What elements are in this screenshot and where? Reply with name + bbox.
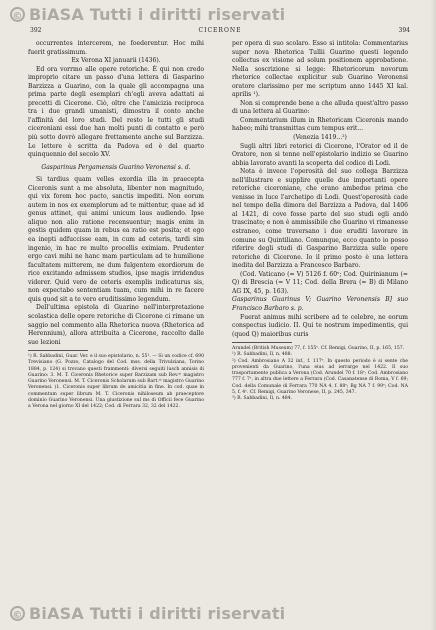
footnote: ¹) R. Sabbadini, Il, n. 488.	[232, 352, 293, 358]
page-edge-shadow	[430, 0, 436, 630]
quotation: Commentarium illum in Rhetoricam Ciceronis mando habeo; mihi transmittas cum tempus erit...	[232, 116, 408, 133]
paragraph: Non si comprende bene a che alluda quest'altro passo di una lettera al Guarino:	[232, 99, 408, 116]
paragraph: Dell'ultima epistola di Guarino nell'interpretazione scolastica delle opere retoriche di Cicerone ci rimane un saggio nel commento alla Rhetorica nuova (Rhetorica ad Herennium), allora attribuita a Cicerone, raccolto dalle sue lezioni	[28, 304, 204, 346]
watermark-text: BiASA Tutti i diritti riservati	[29, 603, 286, 623]
right-page-number: 394	[398, 27, 410, 34]
paragraph: per opera di suo scolaro. Esso si intitola: Commentarius super nova Rhetorica Tullii Guarino questi legendo collectus ex visione ad solum positionem approbatione. Nella soscrizione si legge: Rhetoricorum novorum rhetorice collectae explicitur sub Guarino Veronensi oratore clarissimo per me scriptum anno 1445 XI kal. aprilis ¹).	[232, 40, 408, 99]
paragraph: occurrentes intercerem, ne foederentur. Hoc mihi fuerit gratissimum.	[28, 40, 204, 56]
copyright-icon: ©	[10, 606, 25, 621]
right-column	[232, 40, 408, 402]
running-head	[30, 27, 410, 37]
watermark-top	[10, 4, 285, 24]
copyright-icon: ©	[10, 7, 25, 22]
footnote: ³) R. Sabbadini, Il, n. 484.	[232, 396, 293, 402]
paragraph: Sugli altri libri retorici di Cicerone, l'Orator ed il de Oratore, non si tenne nell'epistolario indizio se Guarino abbia lavorato avanti la scoperta del codice di Lodi.	[232, 142, 408, 167]
footnote: Arundel (British Museum) 77, f. 155ᵛ. Cf. Remigi, Guarino, II, p. 165, 157.	[232, 346, 405, 352]
watermark-text: BiASA Tutti i diritti riservati	[29, 4, 286, 24]
paragraph: Si tardius quam velles exordia illa in praecepta Ciceronis sunt a me absoluta, libenter non magnitudo, qui vix forem hoc pacto, sanctis impediti. Non eorum autem in nos ex exemplorum ad te mittentur, quae ad id genus attinet, qui animi unicum laus audiendo. Ipse aliquo non alio ratione recensuentur; magis enim in gestis quidem quam in rebus ea ratio est posita; et ego ea inepti adfuccisse eam, in cum ad ceteris, tardi sim ingenio, in hac re multo procellis eximiam. Prudenter ergo cavi mihi ne hanc mam particulam ad te humilione facultatem mitterem, ne dum fulgentem exordiorum de rice excitando admissem studios, ipse magis irridendus viderer. Quid vero de ceteris exemplis indicaturus sis, non expectabo sententiam tuam, cum mihi in re facere quis quod sit a te vero eruditissimo legendum.	[28, 176, 204, 303]
left-page-number: 392	[30, 27, 42, 34]
footnote: ²) Cod. Ambrosiano A 32 inf., f. 117ᵛ. In questo periodo è si sente che provenienti da Guarino, l'una eius ad ierrarge nel 1422. Il suo trasportamento publica a Verona (Cod. Arundel 70 f. 18ᵛ; Cod. Ambrosiano 777 f. 7ᵛ, in altra due lettere a Ferrara (Cod. Casanatense di Roma, V f. 69; Cod. della Comunale di Ferrara 770 NA 4, f. 88ᵛ; Bg NA 7 f. 99ᵛ; Cod. NA 5, f. 4ᵛ. Cf. Remigi, Guarino Veronese, II, p. 245, 347.	[232, 358, 408, 395]
manuscript-sigla: (Cod. Vaticano (= V) 5126 f. 60ᵛ; Cod. Quirinianum (= Q) di Brescia (= V 11; Cod. della Brera (= B) di Milano AG IX, 45, p. 163).	[232, 270, 408, 295]
watermark-bottom	[10, 603, 285, 623]
footnote-rule	[28, 350, 88, 351]
footnotes-right	[232, 346, 408, 402]
footnotes-left	[28, 354, 204, 410]
letter-heading: Gasparinus Pergamensis Guarino Veronensi s. d.	[41, 163, 191, 171]
footnote: ¹) R. Sabbadini, Guar. Ver. e il suo epistolario, n. 55¹. — Si un codice cf. 690 Trevisiano (G. Pozzo, Catalogo del Cod. mss. della Trivulziana, Torino 1884, p. 124) si trovano questi frammenti: diversi seguiti lusch annisis di Guarino: 3. M. T. Ciceronis Rhetorice super Barzizam sub Rev.ᵐ magistro Guarino Veronensi. M. T. Ciceronis Scholarum sub Bart.ᵐ magistro Guarino Veronensi. (1. Ciceronis super librum de amicitia in fine. In cod. quae in commentum super librum M. T. Ciceronis nihiloseum ab praeceptore dominio Guarino Veronensi. Una giustizione sul ms di Officii fece Guarino a Verona nel giorno XI del 1422; Cod. di Ferrara 32, 32 del 1422.	[28, 354, 205, 410]
left-column	[28, 40, 204, 410]
footnote-rule	[232, 342, 292, 343]
letter-heading: Gasparinus Guarinus V; Guarino Veronensis B] suo Francisco Barbaro s. p.	[232, 296, 408, 312]
paragraph: Ed ora vorrmo alle opere retoriche. È qui non credo improprio citare un passo d'una lettera di Gasparino Barzizza a Guarino, con la quale gli accompagna una prima parte degli esemplari ch'egli aveva adattati ai precetti di Cicerone. Ciò, oltre che l'amicizia reciproca tra i due grandi umanisti, dimostra il conto anche l'affinità del loro studi. Del resto le tutti gli studi ciceroniani essi due han molti punti di contatto e però più sotto dovrò allegare frettamente anche sul Barzizza. Le lettere è scritta da Padova ed è del quarto quinquennio del secolo XV.	[28, 65, 204, 159]
paragraph: Fuerat animus mihi scribere ad te celebre, ne eorum conspectus iudicio. II. Qui te nostrum impedimentis, qui (quod Q) maioribus curis	[232, 313, 408, 338]
dateline: Ex Verona XI januarii (1436).	[71, 57, 161, 65]
running-title: CICERONE	[198, 27, 242, 34]
paragraph: Nota è invece l'operosità del suo collega Barzizza nell'illustrare e supplire quelle due importanti opere retoriche ciceroniane, che erano ambedue prima che venisse in luce l'archetipo di Lodi. Quest'operosità cade nel tempo della dimora del Barzizza a Padova, dal 1406 al 1421, di cove fosse parte del suo studi egli andò trascinato; e non è ammissibile che Guarino vi rimanesse estraneo, come traversano i due eruditi lavorare in comune su Quintiliano. Comunque, ecco quanto io posso riferire degli studi di Gasparino Barzizza sulle opere retoriche di Cicerone. Io il primo posto è una lettera inedita del Barzizza a Francesco Barbaro.	[232, 168, 408, 270]
dateline: (Venezia 1419...²)	[293, 134, 347, 142]
